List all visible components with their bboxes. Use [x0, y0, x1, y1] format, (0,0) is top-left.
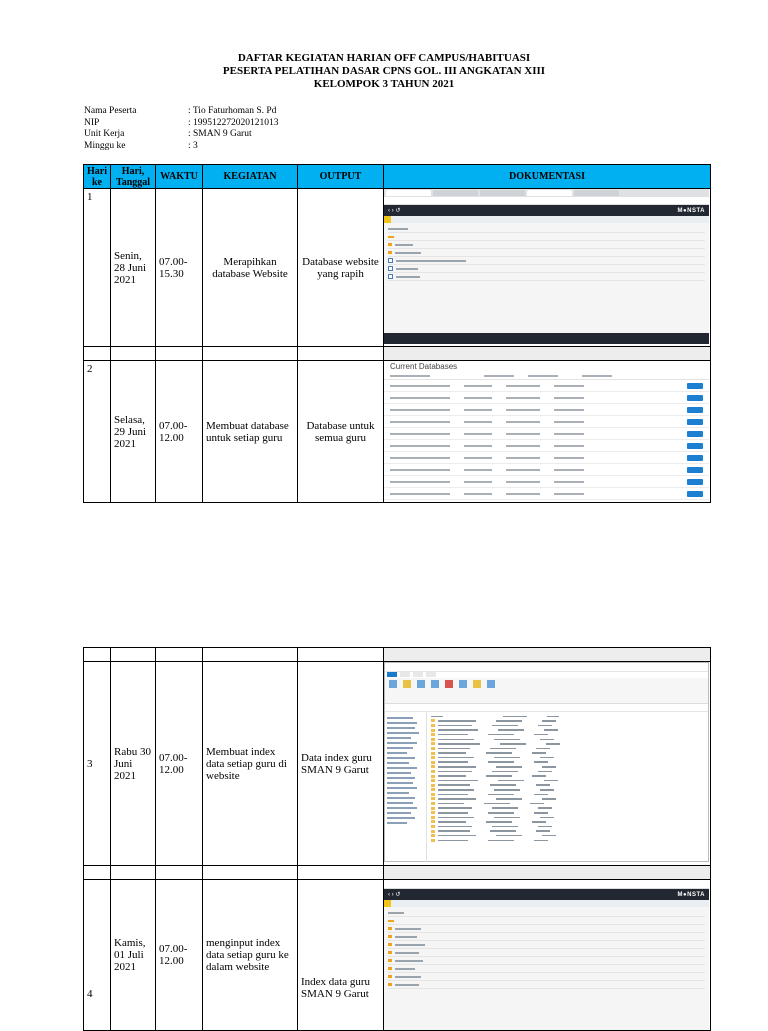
row-activity: Membuat index data setiap guru di website	[206, 745, 287, 782]
row-time: 07.00- 15.30	[159, 255, 188, 280]
header-waktu: WAKTU	[156, 165, 203, 189]
row-output: Database website yang rapih	[302, 255, 379, 280]
header-kegiatan: KEGIATAN	[203, 165, 298, 189]
title-line-1: DAFTAR KEGIATAN HARIAN OFF CAMPUS/HABITUASI	[237, 52, 531, 64]
nama-label: Nama Peserta	[84, 106, 137, 116]
table-row	[84, 361, 711, 503]
screenshot-file-manager-2: ‹ › ↺ M●NSTA	[384, 880, 709, 1030]
spacer-row	[84, 866, 711, 880]
monsta-logo: M●NSTA	[677, 891, 705, 898]
title-line-2: PESERTA PELATIHAN DASAR CPNS GOL. III ANGKATAN XIII	[222, 65, 546, 77]
header-output: OUTPUT	[298, 165, 384, 189]
row-day-date: Rabu 30 Juni 2021	[114, 745, 151, 782]
spacer-row	[84, 648, 711, 662]
row-number: 2	[87, 363, 93, 375]
participant-info	[84, 106, 279, 152]
header-hari-tanggal: Hari, Tanggal	[111, 165, 156, 189]
monsta-logo: M●NSTA	[677, 207, 705, 214]
table-row	[84, 189, 711, 347]
row-output: Data index guru SMAN 9 Garut	[301, 751, 372, 776]
nama-value: : Tio Faturhoman S. Pd	[188, 106, 277, 116]
row-number: 3	[87, 757, 93, 770]
table-header-row	[84, 165, 711, 189]
row-day-date: Selasa, 29 Juni 2021	[114, 413, 147, 450]
nip-value: : 199512272020121013	[188, 117, 279, 128]
title-line-3: KELOMPOK 3 TAHUN 2021	[313, 78, 455, 90]
document-title	[0, 52, 768, 91]
unit-label: Unit Kerja	[84, 129, 125, 139]
row-time: 07.00- 12.00	[159, 419, 188, 444]
row-time: 07.00- 12.00	[159, 943, 188, 967]
table-row	[84, 880, 711, 1031]
row-day-date: Senin, 28 Juni 2021	[114, 249, 147, 286]
row-number: 1	[87, 191, 93, 203]
minggu-label: Minggu ke	[84, 140, 126, 151]
row-day-date: Kamis, 01 Juli 2021	[114, 937, 146, 973]
row-activity: Membuat database untuk setiap guru	[206, 419, 289, 444]
row-activity: Merapihkan database Website	[212, 255, 288, 280]
activity-table-part-1	[83, 164, 711, 503]
minggu-value: : 3	[188, 140, 198, 151]
header-dokumentasi: DOKUMENTASI	[384, 165, 711, 189]
row-time: 07.00- 12.00	[159, 751, 188, 776]
screenshot-current-databases	[384, 361, 709, 501]
row-number: 4	[87, 988, 93, 1000]
activity-table-part-2	[83, 647, 711, 1031]
spacer-row	[84, 347, 711, 361]
nip-label: NIP	[84, 117, 100, 128]
row-output: Database untuk semua guru	[306, 419, 375, 444]
screenshot-windows-explorer	[384, 662, 709, 862]
header-hari-ke: Hari ke	[84, 165, 111, 189]
unit-value: : SMAN 9 Garut	[188, 129, 252, 139]
row-output: Index data guru SMAN 9 Garut	[301, 976, 371, 1000]
table-row	[84, 662, 711, 866]
current-databases-title: Current Databases	[390, 362, 458, 371]
row-activity: menginput index data setiap guru ke dalam website	[206, 937, 289, 973]
screenshot-file-manager: ‹ › ↺ M●NSTA	[384, 189, 709, 344]
